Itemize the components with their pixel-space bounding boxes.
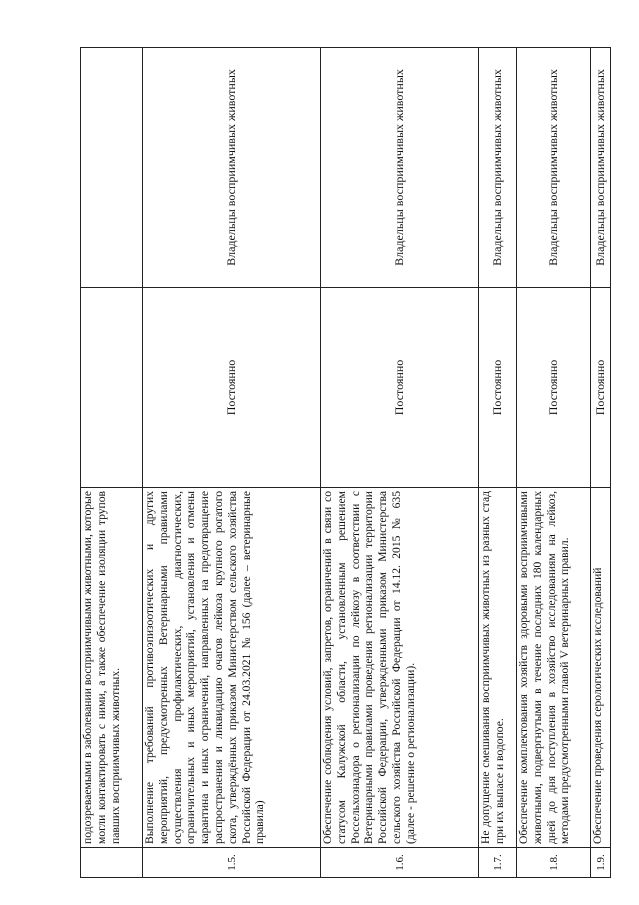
- measures-text: Обеспечение комплектования хозяйств здоровыми восприимчивыми животными, подвергнутыми в течение последних 180 календарных дней до дня поступления в хозяйство исследованиям на лейкоз, методами предусмотренными главой V ветеринарных правил.: [517, 488, 591, 848]
- responsible-text: [81, 48, 143, 288]
- measures-text: Обеспечение соблюдения условий, запретов, ограничений в связи со статусом Калужской области, установленным решением Россельхознадора о регионализации по лейкозу в соответствии с Ветеринарными правилами проведения регионализации территории Российской Федерации, утвержденными приказом Министерства сельского хозяйства Российской Федерации от 14.12. 2015 № 635 (далее - решение о регионализации).: [321, 488, 479, 848]
- responsible-text: Владельцы восприимчивых животных: [517, 48, 591, 288]
- measures-text: подозреваемыми в заболевании восприимчивыми животными, которые могли контактировать с ними, а также обеспечение изоляции трупов павших восприимчивых животных.: [81, 488, 143, 848]
- deadline-text: Постоянно: [517, 288, 591, 488]
- table-row: [591, 48, 611, 878]
- table-row: [143, 48, 321, 878]
- rotated-table-wrapper: [80, 48, 610, 878]
- measures-table: [80, 47, 611, 878]
- measures-text: Выполнение требований противоэпизоотических и других мероприятий, предусмотренных Ветеринарными правилами осуществления профилактических, диагностических, ограничительных и иных мероприятий, установления и отмены карантина и иных ограничений, направленных на предотвращение распространения и ликвидацию очагов лейкоза крупного рогатого скота, утверждённых приказом Министерством сельского хозяйства Российской Федерации от 24.03.2021 № 156 (далее – ветеринарные правила): [143, 488, 321, 848]
- deadline-text: Постоянно: [143, 288, 321, 488]
- row-number: 1.5.: [143, 848, 321, 878]
- row-number: 1.6.: [321, 848, 479, 878]
- table-row: [321, 48, 479, 878]
- deadline-text: Постоянно: [321, 288, 479, 488]
- deadline-text: [81, 288, 143, 488]
- deadline-text: Постоянно: [479, 288, 517, 488]
- responsible-text: Владельцы восприимчивых животных: [591, 48, 611, 288]
- row-number: 1.7.: [479, 848, 517, 878]
- row-number: [81, 848, 143, 878]
- table-row: [81, 48, 143, 878]
- table-row: [517, 48, 591, 878]
- row-number: 1.8.: [517, 848, 591, 878]
- table-row: [479, 48, 517, 878]
- responsible-text: Владельцы восприимчивых животных: [321, 48, 479, 288]
- responsible-text: Владельцы восприимчивых животных: [479, 48, 517, 288]
- row-number: 1.9.: [591, 848, 611, 878]
- measures-text: Обеспечение проведения серологических исследований: [591, 488, 611, 848]
- responsible-text: Владельцы восприимчивых животных: [143, 48, 321, 288]
- measures-text: Не допущение смешивания восприимчивых животных из разных стад при их выпасе и водопое.: [479, 488, 517, 848]
- deadline-text: Постоянно: [591, 288, 611, 488]
